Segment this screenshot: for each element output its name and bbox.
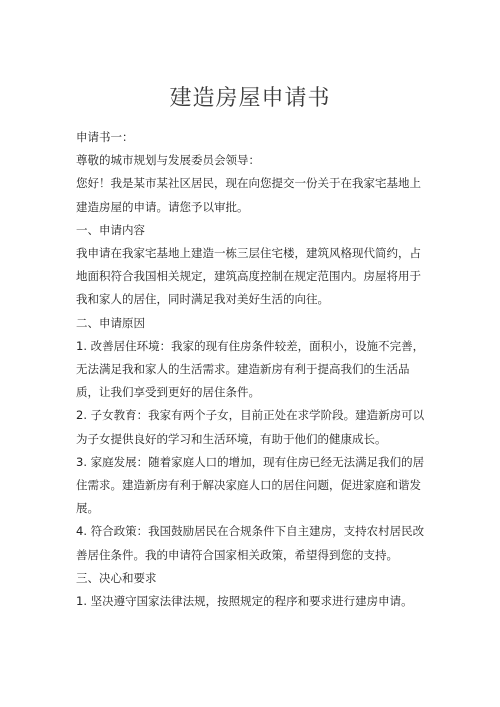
document-body (76, 126, 426, 613)
salutation-heading: 申请书一： (76, 130, 134, 144)
section-heading-content: 一、申请内容 (76, 222, 145, 237)
reason-item-3: 3. 家庭发展：随着家庭人口的增加，现有住房已经无法满足我们的居住需求。建造新房有利于解决家庭人口的居住问题，促进家庭和谐发展。 (76, 454, 425, 516)
section-heading-commitments: 三、决心和要求 (76, 570, 157, 585)
content-paragraph: 我申请在我家宅基地上建造一栋三层住宅楼，建筑风格现代简约，占地面积符合我国相关规定，建筑高度控制在规定范围内。房屋将用于我和家人的居住，同时满足我对美好生活的向往。 (76, 246, 421, 307)
reason-item-1: 1. 改善居住环境：我家的现有住房条件较差，面积小，设施不完善，无法满足我和家人的生活需求。建造新房有利于提高我们的生活品质，让我们享受到更好的居住条件。 (76, 338, 425, 400)
reason-item-2: 2. 子女教育：我家有两个子女，目前正处在求学阶段。建造新房可以为子女提供良好的学习和生活环境，有助于他们的健康成长。 (76, 408, 425, 446)
intro-paragraph: 您好！我是某市某社区居民，现在向您提交一份关于在我家宅基地上建造房屋的申请。请您予以审批。 (76, 176, 421, 214)
recipient-line: 尊敬的城市规划与发展委员会领导： (76, 153, 260, 168)
reason-item-4: 4. 符合政策：我国鼓励居民在合规条件下自主建房，支持农村居民改善居住条件。我的申请符合国家相关政策，希望得到您的支持。 (76, 524, 425, 562)
commitment-item-1: 1. 坚决遵守国家法律法规，按照规定的程序和要求进行建房申请。 (76, 594, 413, 609)
section-heading-reasons: 二、申请原因 (76, 315, 145, 330)
document-title: 建造房屋申请书 (169, 86, 331, 111)
